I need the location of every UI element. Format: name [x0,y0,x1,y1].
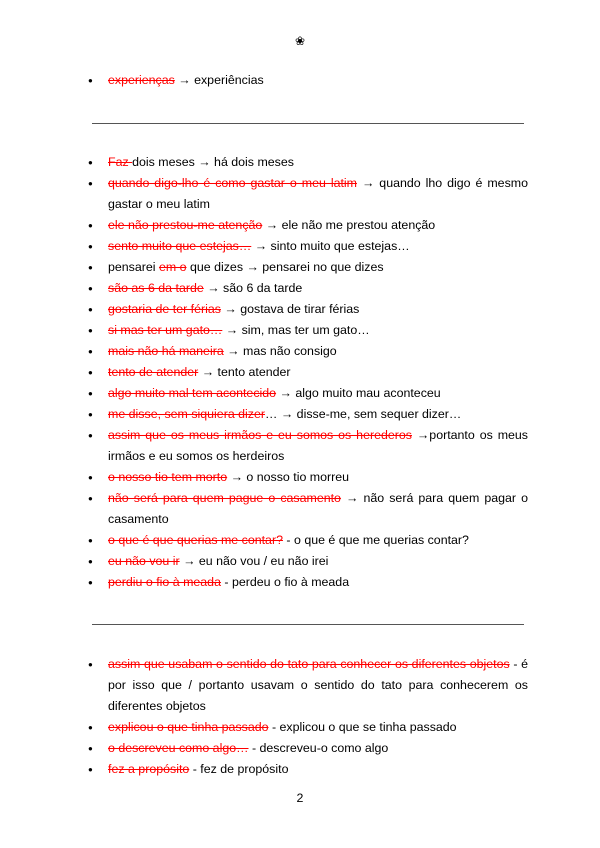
incorrect-text: são as 6 da tarde [108,281,204,295]
incorrect-text: mais não há maneira [108,344,224,358]
incorrect-text: explicou o que tinha passado [108,720,269,734]
corrected-text: → não será para quem pagar o casamento [108,491,528,526]
incorrect-text: ele não prestou-me atenção [108,218,263,232]
correction-item [88,362,528,383]
incorrect-text: tento de atender [108,365,199,379]
correction-item [88,404,528,425]
correction-item [88,759,528,780]
corrections-list-3 [88,654,528,780]
corrected-text: → sim, mas ter um gato… [222,323,370,337]
corrected-text: → tento atender [198,365,291,379]
correction-item [88,173,528,215]
correction-item [88,425,528,467]
incorrect-text: Faz [108,155,133,169]
corrected-text: →portanto os meus irmãos e eu somos os herdeiros [108,428,529,463]
corrected-text: → eu não vou / eu não irei [179,554,329,568]
corrected-text: - é por isso que / portanto usavam o sentido do tato para conhecerem os diferentes objetos [108,657,528,713]
corrected-text: - descreveu-o como algo [248,741,389,755]
incorrect-text: sento muito que estejas… [108,239,252,253]
correction-item [88,257,528,278]
correction-item [88,341,528,362]
corrected-text: que dizes → pensarei no que dizes [186,260,384,274]
incorrect-text: experienças [108,73,175,87]
incorrect-text: assim que os meus irmãos e eu somos os herederos [108,428,412,442]
flower-icon: ❀ [294,34,306,48]
corrected-text: → algo muito mau aconteceu [276,386,441,400]
correction-item [88,467,528,488]
corrected-text: → ele não me prestou atenção [262,218,436,232]
incorrect-text: o descreveu como algo… [108,741,249,755]
correction-item [88,236,528,257]
incorrect-text: si mas ter um gato… [108,323,223,337]
corrected-text: → experiências [174,73,264,87]
correction-item [88,320,528,341]
incorrect-text: fez a propósito [108,762,190,776]
incorrect-text: o nosso tio tem morto [108,470,228,484]
corrected-text: → sinto muito que estejas… [251,239,410,253]
corrected-text: - o que é que me querias contar? [282,533,469,547]
corrected-text: … → disse-me, sem sequer dizer… [265,407,462,421]
correction-item [88,70,528,91]
correction-item [88,152,528,173]
corrected-text: → gostava de tirar férias [220,302,360,316]
prefix-text: pensarei [108,260,159,274]
corrected-text: - perdeu o fio à meada [220,575,350,589]
incorrect-text: em o [158,260,187,274]
correction-item [88,530,528,551]
correction-item [88,717,528,738]
incorrect-text: algo muito mal tem acontecido [108,386,277,400]
correction-item [88,738,528,759]
incorrect-text: gostaria de ter férias [108,302,221,316]
incorrect-text: quando digo-lho é como gastar o meu latim [108,176,357,190]
correction-item [88,551,528,572]
correction-item [88,572,528,593]
correction-item [88,299,528,320]
corrections-list-2 [88,152,528,593]
section-divider [92,624,524,625]
incorrect-text: o que é que querias me contar? [108,533,283,547]
corrections-list-1 [88,70,528,91]
corrected-text: - fez de propósito [189,762,289,776]
section-divider [92,123,524,124]
incorrect-text: não será para quem pague o casamento [108,491,341,505]
correction-item [88,488,528,530]
incorrect-text: assim que usabam o sentido do tato para conhecer os diferentes objetos [108,657,510,671]
correction-item [88,215,528,236]
page-number: 2 [296,791,304,805]
corrected-text: → o nosso tio morreu [227,470,350,484]
incorrect-text: me disse, sem siquiera dizer [108,407,266,421]
incorrect-text: eu não vou ir [108,554,180,568]
correction-item [88,278,528,299]
corrected-text: → quando lho digo é mesmo gastar o meu latim [108,176,528,211]
correction-item [88,654,528,717]
incorrect-text: perdiu o fio à meada [108,575,221,589]
corrected-text: → são 6 da tarde [203,281,303,295]
corrected-text: dois meses → há dois meses [132,155,294,169]
corrected-text: → mas não consigo [223,344,337,358]
correction-item [88,383,528,404]
corrected-text: - explicou o que se tinha passado [268,720,457,734]
